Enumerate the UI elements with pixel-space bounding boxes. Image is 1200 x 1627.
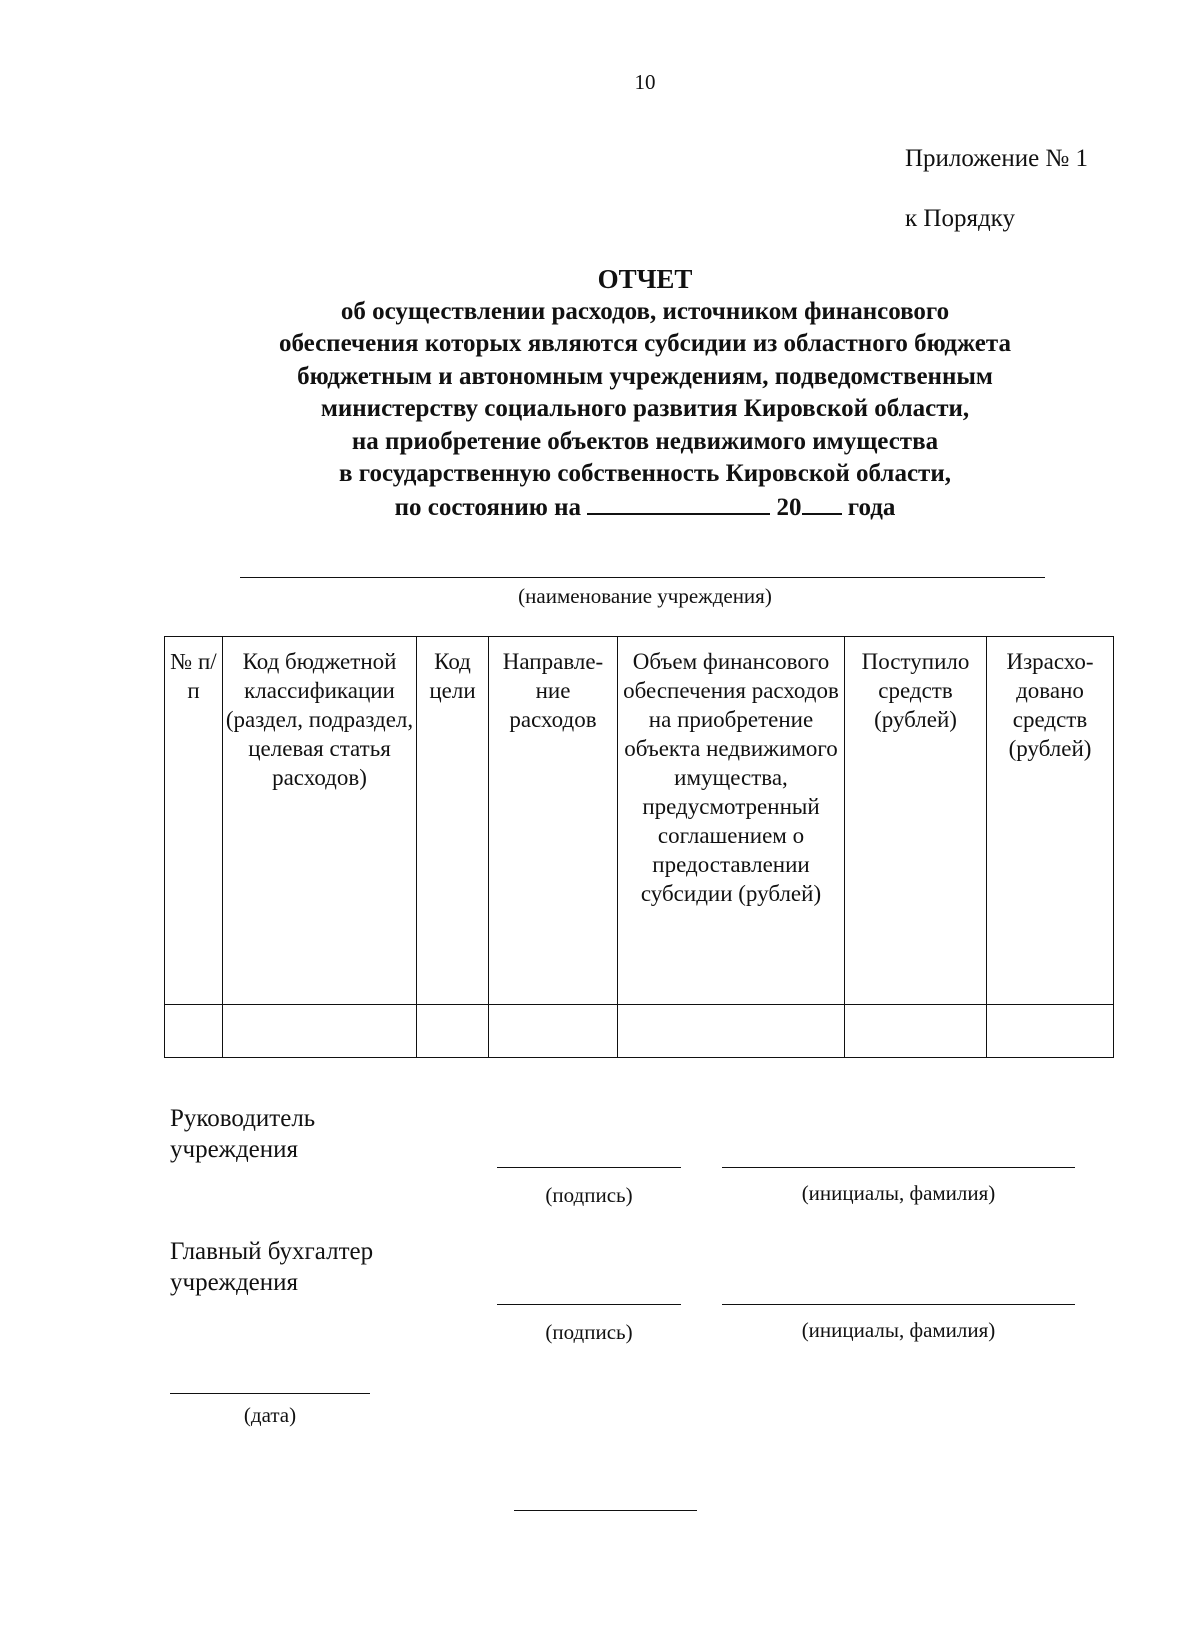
accountant-label-line2: учреждения: [170, 1269, 299, 1296]
table-cell[interactable]: [417, 1005, 489, 1058]
table-cell[interactable]: [489, 1005, 618, 1058]
head-label-line2: учреждения: [170, 1136, 299, 1163]
table-cell[interactable]: [223, 1005, 417, 1058]
accountant-sign-caption: (подпись): [545, 1320, 633, 1344]
year-blank-field[interactable]: [802, 491, 842, 515]
appendix-label: Приложение № 1: [905, 145, 1089, 172]
header-number: № п/п: [165, 637, 223, 1005]
table-header-row: [165, 637, 1114, 1005]
header-purpose-code: Код цели: [417, 637, 489, 1005]
header-spent-funds: Израсхо-довано средств (рублей): [987, 637, 1114, 1005]
head-signature-line[interactable]: [497, 1167, 681, 1168]
head-sign-caption: (подпись): [545, 1183, 633, 1207]
header-received-funds: Поступило средств (рублей): [845, 637, 987, 1005]
date-caption: (дата): [243, 1403, 297, 1427]
head-name-line[interactable]: [722, 1167, 1075, 1168]
table-cell[interactable]: [987, 1005, 1114, 1058]
table-row: [165, 1005, 1114, 1058]
institution-name-line[interactable]: [240, 577, 1045, 578]
date-suffix: года: [847, 493, 896, 521]
closing-separator-line: [514, 1510, 697, 1511]
title-line: в государственную собственность Кировской области,: [339, 460, 951, 487]
table-cell[interactable]: [165, 1005, 223, 1058]
header-budget-code: Код бюджетной классификации (раздел, подраздел, целевая статья расходов): [223, 637, 417, 1005]
page-number: 10: [634, 70, 656, 94]
title-line: бюджетным и автономным учреждениям, подведомственным: [297, 362, 993, 390]
report-table: [164, 636, 1114, 1058]
accountant-signature-line[interactable]: [497, 1304, 681, 1305]
year-prefix: 20: [776, 493, 802, 521]
title-line: обеспечения которых являются субсидии из областного бюджета: [279, 330, 1011, 357]
title-line: министерству социального развития Кировской области,: [320, 395, 970, 422]
head-label-line1: Руководитель: [170, 1105, 316, 1132]
institution-caption: (наименование учреждения): [518, 584, 772, 608]
appendix-reference: к Порядку: [905, 205, 1015, 232]
table-cell[interactable]: [845, 1005, 987, 1058]
report-title: ОТЧЕТ: [597, 264, 693, 294]
accountant-label-line1: Главный бухгалтер: [170, 1238, 374, 1265]
head-signature-label: [170, 1103, 315, 1165]
title-line: на приобретение объектов недвижимого имущества: [351, 427, 939, 455]
title-line: об осуществлении расходов, источником финансового: [340, 297, 950, 325]
accountant-name-line[interactable]: [722, 1304, 1075, 1305]
accountant-name-caption: (инициалы, фамилия): [801, 1318, 996, 1342]
header-expense-direction: Направле-ние расходов: [489, 637, 618, 1005]
title-date-line: [0, 491, 1200, 525]
header-financing-volume: Объем финансового обеспечения расходов на приобретение объекта недвижимого имущества, предусмотренный соглашением о предоставлении субсидии (рублей): [618, 637, 845, 1005]
head-name-caption: (инициалы, фамилия): [801, 1181, 996, 1205]
date-prefix: по состоянию на: [394, 493, 581, 521]
date-line[interactable]: [170, 1393, 370, 1394]
table-cell[interactable]: [618, 1005, 845, 1058]
report-title-block: [0, 263, 1200, 524]
date-blank-field[interactable]: [587, 491, 770, 515]
accountant-signature-label: [170, 1236, 373, 1298]
